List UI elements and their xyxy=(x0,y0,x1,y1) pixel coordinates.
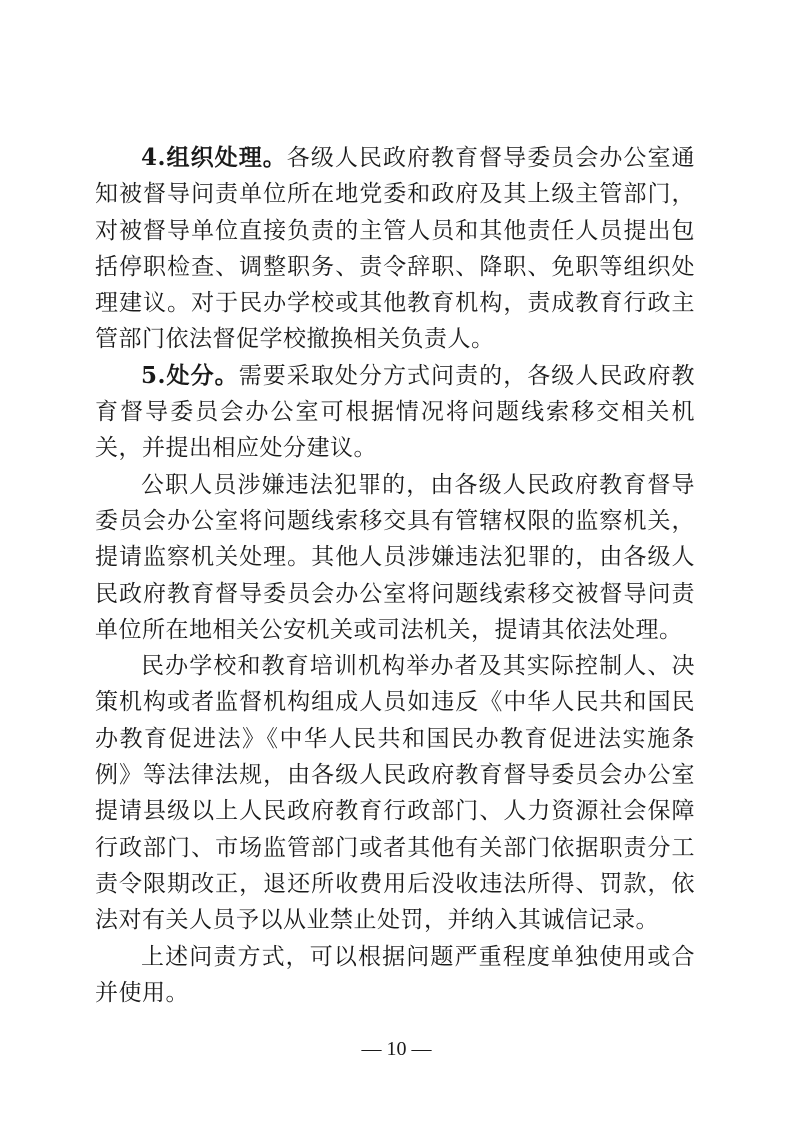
paragraph-text: 需要采取处分方式问责的，各级人民政府教育督导委员会办公室可根据情况将问题线索移交相关机关，并提出相应处分建议。 xyxy=(95,362,696,462)
paragraph-heading: 4.组织处理。 xyxy=(141,144,287,171)
paragraph-text: 上述问责方式，可以根据问题严重程度单独使用或合并使用。 xyxy=(95,943,695,1006)
paragraph-summary xyxy=(95,939,695,1012)
paragraph-text: 公职人员涉嫌违法犯罪的，由各级人民政府教育督导委员会办公室将问题线索移交具有管辖权限的监察机关，提请监察机关处理。其他人员涉嫌违法犯罪的，由各级人民政府教育督导委员会办公室将问题线索移交被督导问责单位所在地相关公安机关或司法机关，提请其依法处理。 xyxy=(95,471,695,643)
paragraph-private-schools xyxy=(95,648,695,938)
document-body xyxy=(95,140,695,1011)
paragraph-public-officials xyxy=(95,467,695,648)
paragraph-heading: 5.处分。 xyxy=(141,361,239,389)
paragraph-text: 各级人民政府教育督导委员会办公室通知被督导问责单位所在地党委和政府及其上级主管部门，对被督导单位直接负责的主管人员和其他责任人员提出包括停职检查、调整职务、责令辞职、降职、免职等组织处理建议。对于民办学校或其他教育机构，责成教育行政主管部门依法督促学校撤换相关负责人。 xyxy=(95,145,695,353)
paragraph-sanction xyxy=(95,358,695,467)
page-number: — 10 — xyxy=(361,1038,432,1060)
paragraph-organizational-handling xyxy=(95,140,695,358)
paragraph-text: 民办学校和教育培训机构举办者及其实际控制人、决策机构或者监督机构组成人员如违反《中华人民共和国民办教育促进法》《中华人民共和国民办教育促进法实施条例》等法律法规，由各级人民政府教育督导委员会办公室提请县级以上人民政府教育行政部门、人力资源社会保障行政部门、市场监管部门或者其他有关部门依据职责分工责令限期改正，退还所收费用后没收违法所得、罚款，依法对有关人员予以从业禁止处罚，并纳入其诚信记录。 xyxy=(95,653,695,934)
